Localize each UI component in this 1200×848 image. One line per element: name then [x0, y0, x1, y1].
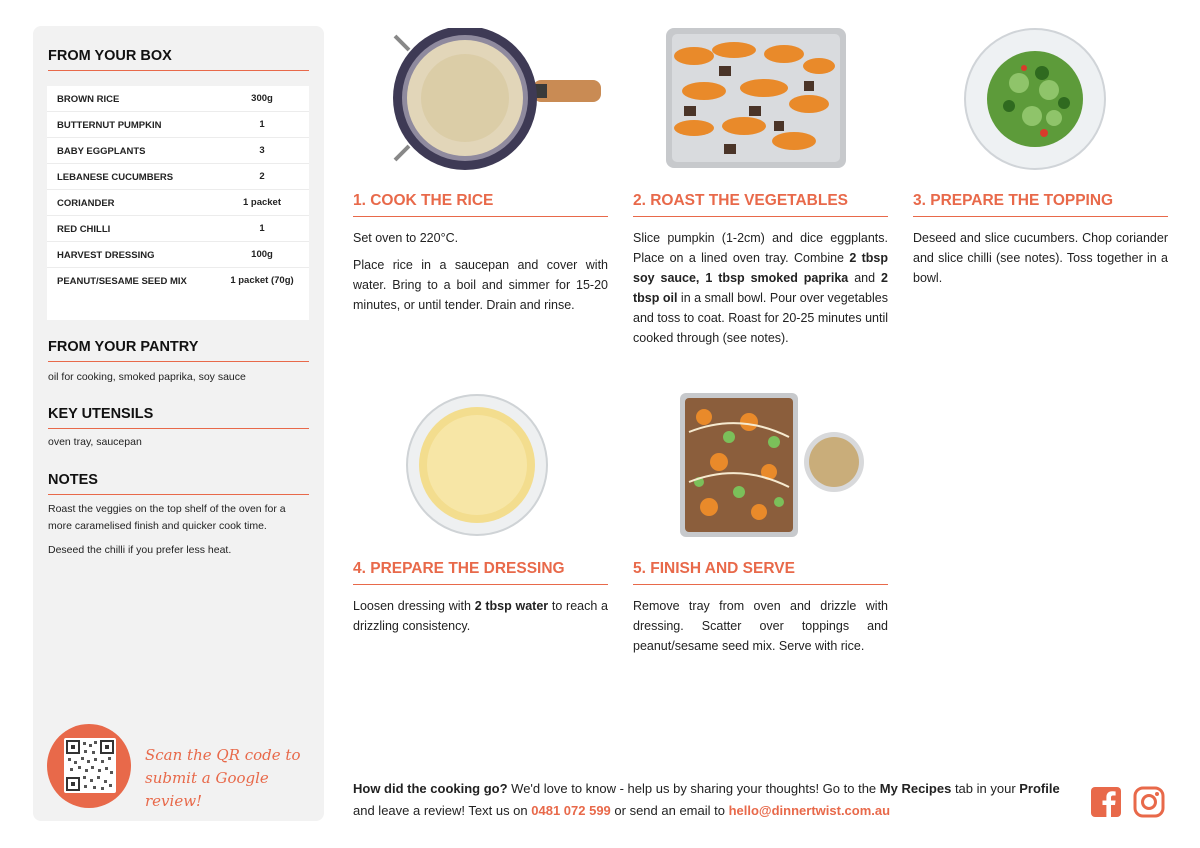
footer-text-1: We'd love to know - help us by sharing your thoughts! Go to the: [507, 781, 880, 796]
note-2: Deseed the chilli if you prefer less heat.: [48, 544, 232, 556]
review-footer: [353, 778, 1073, 822]
table-row: RED CHILLI 1: [47, 216, 309, 242]
qr-caption-line-1: Scan the QR code to: [145, 746, 301, 764]
key-utensils-title: KEY UTENSILS: [48, 406, 309, 429]
step-2-text-1: Slice pumpkin (1-2cm) and dice eggplants. Place on a lined oven tray. Combine: [633, 231, 888, 265]
step-5-para: Remove tray from oven and drizzle with dressing. Scatter over toppings and peanut/sesame seed mix. Serve with rice.: [633, 599, 888, 653]
topping-bowl-photo: [964, 28, 1106, 170]
note-1: Roast the veggies on the top shelf of the oven for a more caramelised finish and quicker cook time.: [48, 503, 286, 532]
step-3-body: [913, 228, 1168, 295]
step-3-para: Deseed and slice cucumbers. Chop coriander and slice chilli (see notes). Toss together in a bowl.: [913, 231, 1168, 285]
table-row: BUTTERNUT PUMPKIN 1: [47, 112, 309, 138]
rice-saucepan-photo: [383, 28, 603, 170]
facebook-icon[interactable]: [1090, 786, 1122, 818]
table-row: LEBANESE CUCUMBERS 2: [47, 164, 309, 190]
utensils-text: oven tray, saucepan: [48, 436, 142, 448]
roast-vegetables-photo: [664, 26, 848, 170]
step-4-text-2: to reach a drizzling consistency.: [353, 599, 608, 633]
footer-text-2: tab in your: [951, 781, 1020, 796]
step-4-bold: 2 tbsp water: [474, 599, 549, 613]
step-5-body: [633, 596, 888, 663]
step-3-title: 3. PREPARE THE TOPPING: [913, 192, 1168, 217]
footer-question: How did the cooking go?: [353, 781, 508, 796]
from-your-pantry-title: FROM YOUR PANTRY: [48, 339, 309, 362]
step-2-text-2: and: [848, 271, 882, 285]
qr-badge: [47, 724, 131, 808]
step-1-para-2: Place rice in a saucepan and cover with water. Bring to a boil and simmer for 15-20 minutes, or until tender. Drain and rinse.: [353, 258, 608, 312]
notes-title: NOTES: [48, 472, 309, 495]
qr-code[interactable]: [64, 738, 116, 793]
footer-text-3: and leave a review! Text us on: [353, 803, 532, 818]
qr-caption-line-2: submit a Google review!: [145, 769, 269, 810]
step-4-text-1: Loosen dressing with: [353, 599, 475, 613]
step-2-title: 2. ROAST THE VEGETABLES: [633, 192, 888, 217]
instagram-icon[interactable]: [1133, 786, 1165, 818]
step-1-title: 1. COOK THE RICE: [353, 192, 608, 217]
phone-link[interactable]: 0481 072 599: [531, 803, 611, 818]
table-row: BROWN RICE 300g: [47, 86, 309, 112]
dressing-bowl-photo: [406, 394, 548, 536]
step-4-title: 4. PREPARE THE DRESSING: [353, 560, 608, 585]
step-5-title: 5. FINISH AND SERVE: [633, 560, 888, 585]
footer-text-4: or send an email to: [610, 803, 729, 818]
step-4-body: [353, 596, 608, 643]
table-row: HARVEST DRESSING 100g: [47, 242, 309, 268]
pantry-text: oil for cooking, smoked paprika, soy sauce: [48, 371, 246, 383]
ingredients-table: [47, 86, 309, 320]
step-2-bold-1: 2 tbsp soy sauce, 1 tbsp smoked paprika: [633, 251, 889, 285]
step-2-text-3: in a small bowl. Pour over vegetables and toss to coat. Roast for 20-25 minutes until cooked through (see notes).: [633, 291, 888, 345]
step-2-body: [633, 228, 888, 355]
from-your-box-title: FROM YOUR BOX: [48, 48, 309, 71]
step-1-para-1: Set oven to 220°C.: [353, 231, 459, 245]
my-recipes-link[interactable]: My Recipes: [879, 781, 952, 796]
step-1-body: [353, 228, 608, 322]
sidebar: [33, 26, 324, 821]
qr-caption: [145, 744, 315, 813]
finish-and-serve-photo: [679, 392, 869, 538]
table-row: CORIANDER 1 packet: [47, 190, 309, 216]
step-2-bold-2: 2 tbsp oil: [633, 271, 888, 305]
table-row: PEANUT/SESAME SEED MIX 1 packet (70g): [57, 275, 294, 287]
table-row: BABY EGGPLANTS 3: [47, 138, 309, 164]
profile-link[interactable]: Profile: [1019, 781, 1060, 796]
email-link[interactable]: hello@dinnertwist.com.au: [728, 803, 891, 818]
